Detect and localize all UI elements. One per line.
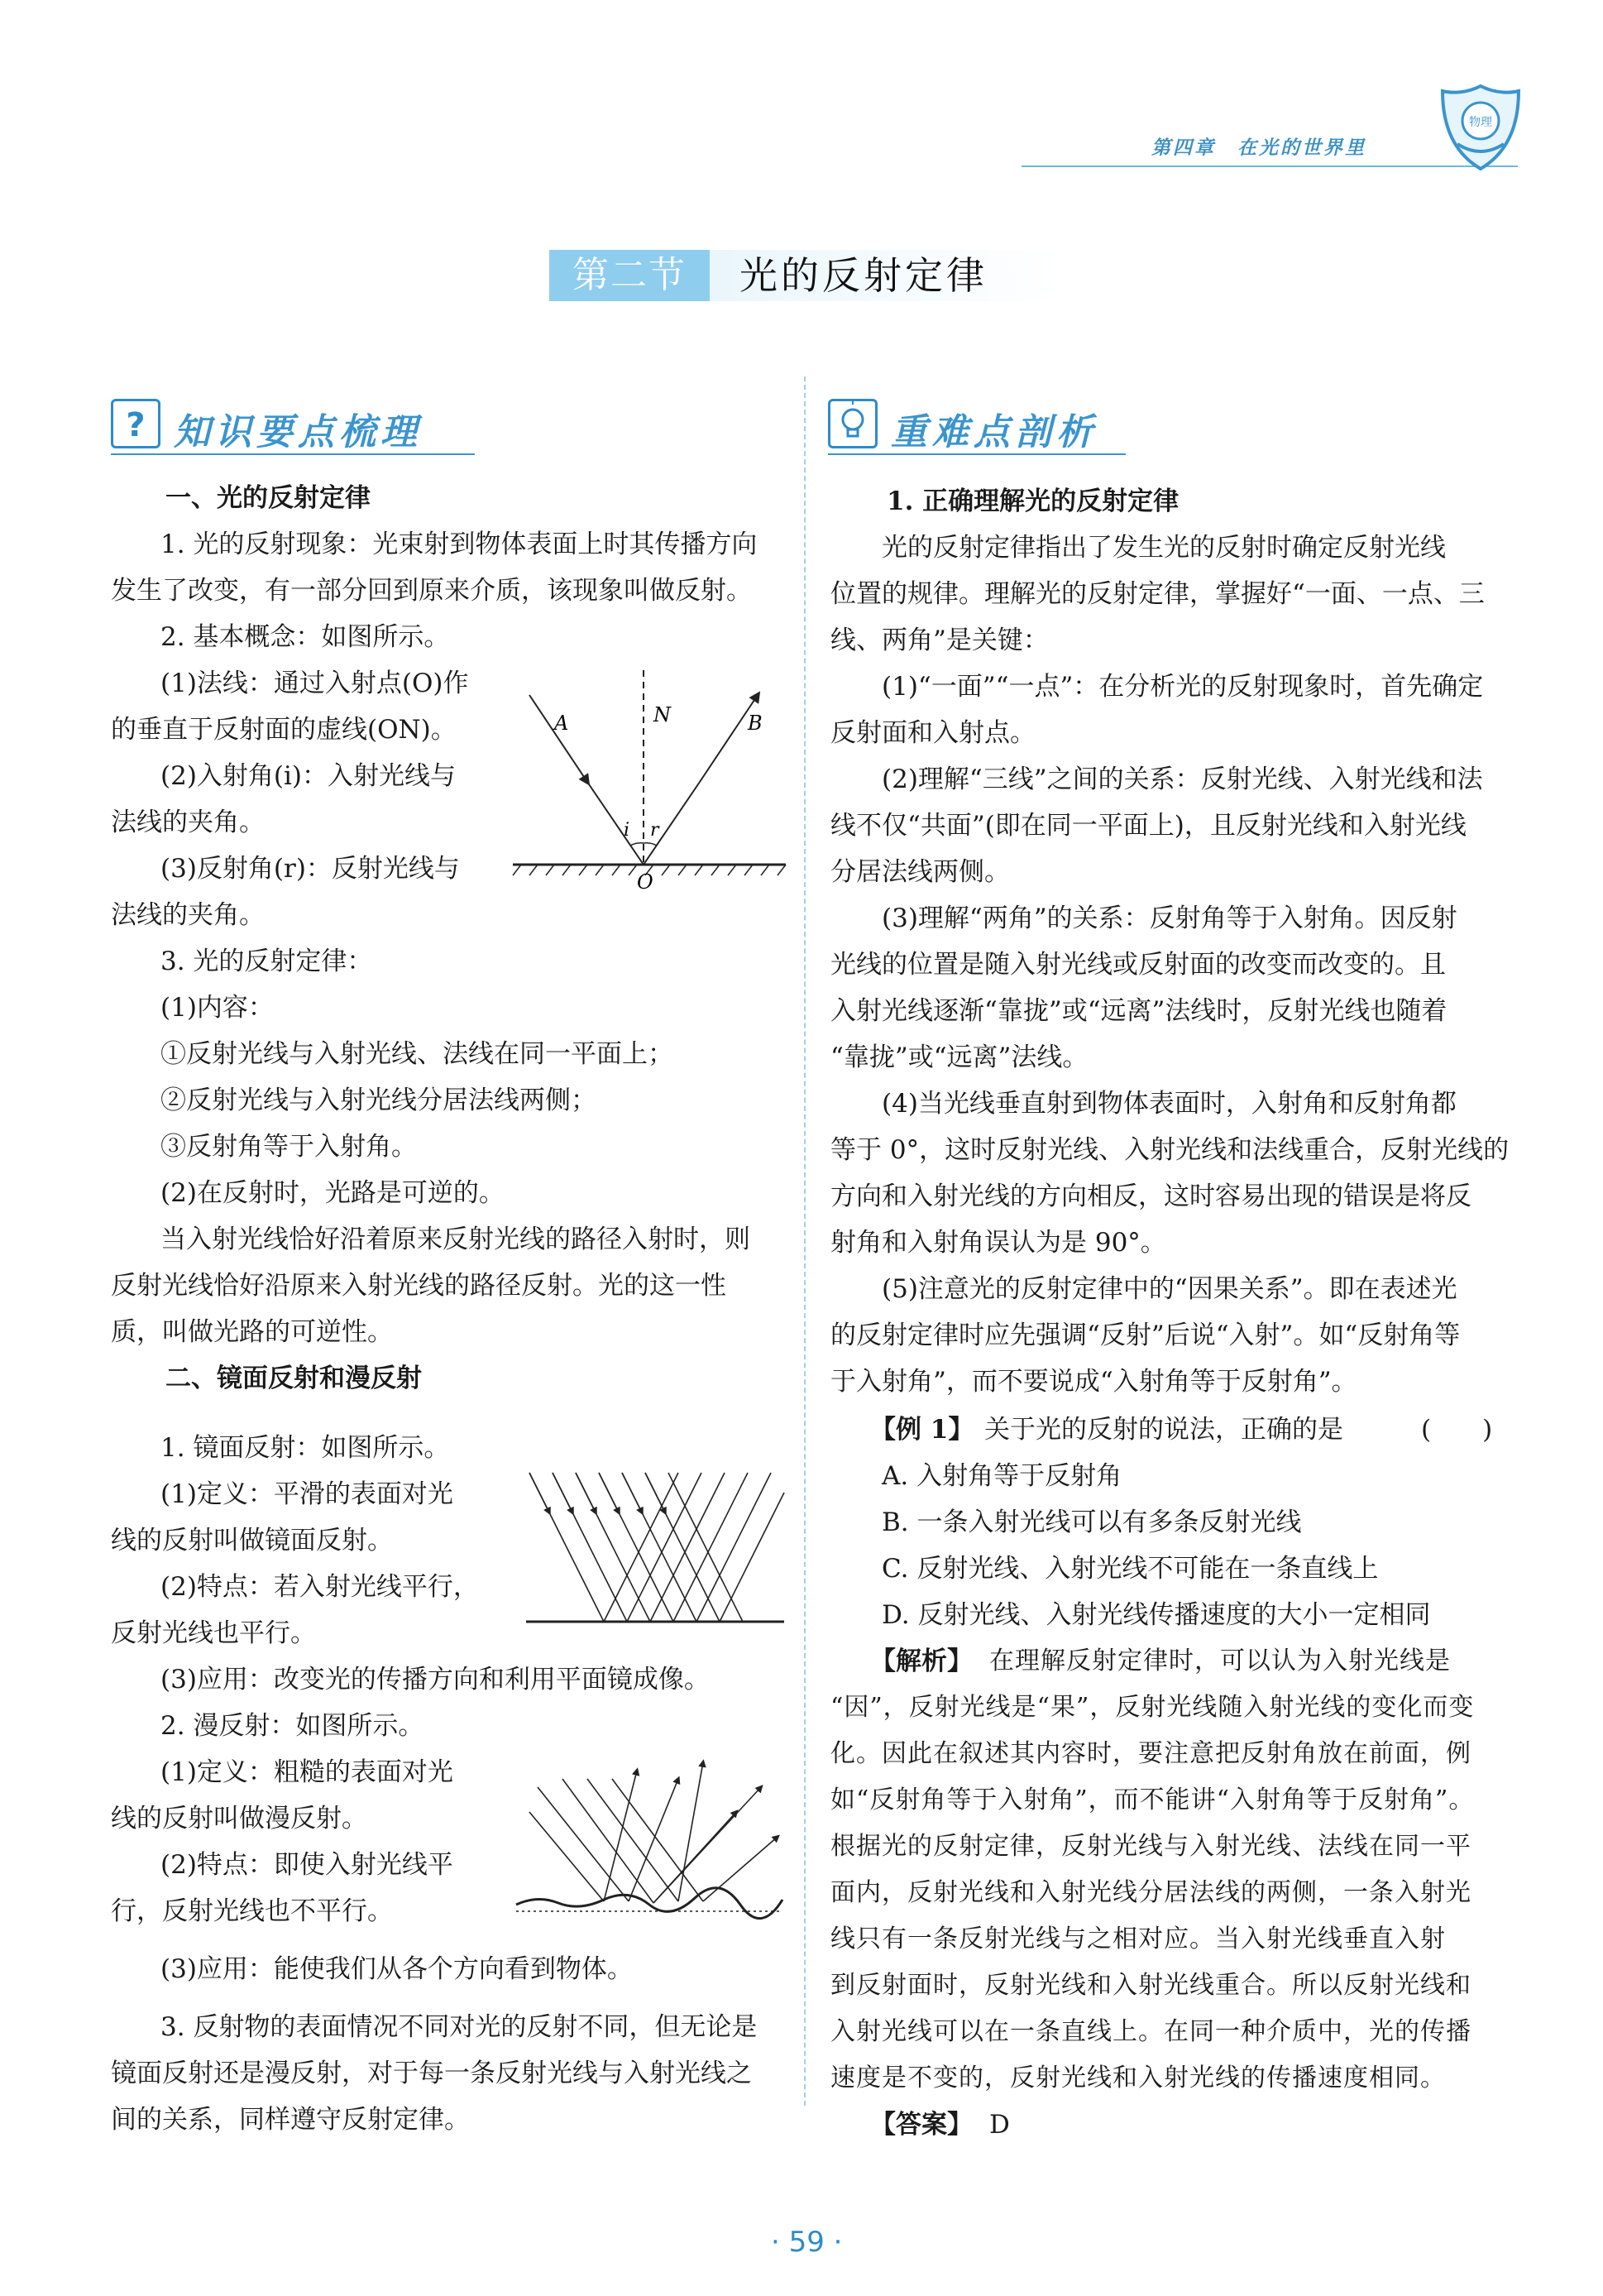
reflected-ray-arrow (700, 695, 758, 782)
reflection-law-diagram (505, 662, 786, 894)
example-question: 关于光的反射的说法，正确的是 (984, 1415, 1343, 1445)
left-line: 法线的夹角。 (111, 808, 265, 837)
analysis-line: 如“反射角等于入射角”，而不能讲“入射角等于反射角”。 (830, 1786, 1475, 1814)
question-icon (111, 399, 160, 448)
label-o: O (637, 870, 653, 894)
option-d: D. 反射光线、入射光线传播速度的大小一定相同 (882, 1600, 1431, 1630)
right-line: “靠拢”或“远离”法线。 (830, 1043, 1089, 1072)
left-line: 行，反射光线也不平行。 (111, 1896, 393, 1926)
left-heading-text: 知识要点梳理 (174, 411, 422, 453)
right-line: 光线的位置是随入射光线或反射面的改变而改变的。且 (830, 950, 1446, 980)
left-line: 二、镜面反射和漫反射 (165, 1364, 422, 1393)
label-b: B (748, 712, 763, 735)
left-line: 当入射光线恰好沿着原来反射光线的路径入射时，则 (160, 1225, 750, 1254)
chapter-header: 第四章 在光的世界里 (1151, 137, 1366, 159)
left-line: 间的关系，同样遵守反射定律。 (111, 2105, 470, 2135)
left-line: 质，叫做光路的可逆性。 (111, 1317, 393, 1347)
right-line: 线、两角”是关键： (830, 626, 1049, 655)
right-heading-text: 重难点剖析 (891, 411, 1098, 453)
answer-value: D (989, 2110, 1010, 2140)
analysis-line: 入射光线可以在一条直线上。在同一种介质中，光的传播 (830, 2017, 1471, 2046)
left-line: 的垂直于反射面的虚线(ON)。 (111, 715, 457, 745)
left-heading-rule (111, 453, 475, 455)
left-line: (1)法线：通过入射点(O)作 (160, 669, 469, 698)
incident-arrowheads (529, 1473, 665, 1512)
right-line: 光的反射定律指出了发生光的反射时确定反射光线 (882, 533, 1446, 563)
shield-logo-icon (1439, 83, 1522, 172)
answer-bracket: ( ) (1421, 1415, 1493, 1445)
right-line: (2)理解“三线”之间的关系：反射光线、入射光线和法 (882, 765, 1483, 794)
left-line: 1. 光的反射现象：光束射到物体表面上时其传播方向 (160, 530, 758, 559)
specular-reflection-diagram (521, 1464, 786, 1630)
left-line: 3. 反射物的表面情况不同对光的反射不同，但无论是 (160, 2012, 758, 2042)
rough-surface (516, 1888, 782, 1919)
right-line: 射角和入射角误认为是 90°。 (830, 1228, 1166, 1258)
analysis-line: 到反射面时，反射光线和入射光线重合。所以反射光线和 (830, 1971, 1471, 2000)
left-line: (3)应用：改变光的传播方向和利用平面镜成像。 (160, 1665, 710, 1694)
left-line: 反射光线恰好沿原来入射光线的路径反射。光的这一性 (111, 1271, 726, 1301)
right-line: 分居法线两侧。 (830, 857, 1010, 887)
left-line: 一、光的反射定律 (165, 483, 371, 513)
left-line: 线的反射叫做漫反射。 (111, 1804, 367, 1833)
option-b: B. 一条入射光线可以有多条反射光线 (882, 1507, 1302, 1537)
right-line: (1)“一面”“一点”：在分析光的反射现象时，首先确定 (882, 672, 1484, 702)
left-line: (3)应用：能使我们从各个方向看到物体。 (160, 1954, 633, 1984)
logo-text: 物理 (1469, 116, 1492, 129)
analysis-line: 化。因此在叙述其内容时，要注意把反射角放在前面，例 (830, 1739, 1471, 1768)
left-line: ②反射光线与入射光线分居法线两侧； (160, 1086, 596, 1115)
right-line: 反射面和入射点。 (830, 718, 1036, 748)
incident-ray (587, 782, 644, 865)
right-heading-rule (828, 453, 1126, 455)
left-line: (2)特点：若入射光线平行， (160, 1572, 479, 1602)
left-line: 2. 基本概念：如图所示。 (160, 622, 450, 652)
page-number: · 59 · (771, 2226, 843, 2259)
option-a: A. 入射角等于反射角 (882, 1461, 1122, 1491)
analysis-line: 在理解反射定律时，可以认为入射光线是 (989, 1647, 1451, 1675)
right-line: 线不仅“共面”(即在同一平面上)，且反射光线和入射光线 (830, 811, 1467, 841)
left-line: (3)反射角(r)：反射光线与 (160, 854, 460, 884)
label-r: r (650, 820, 659, 841)
section-number: 第二节 (549, 250, 710, 301)
scattered-reflected-rays (604, 1762, 778, 1903)
example-label: 【例 1】 (870, 1415, 974, 1445)
right-line: 方向和入射光线的方向相反，这时容易出现的错误是将反 (830, 1182, 1471, 1211)
diffuse-reflection-diagram (513, 1762, 786, 1920)
analysis-line: 根据光的反射定律，反射光线与入射光线、法线在同一平 (830, 1832, 1471, 1861)
left-column-heading (111, 399, 475, 457)
label-a: A (554, 712, 569, 735)
right-line: (5)注意光的反射定律中的“因果关系”。即在表述光 (882, 1274, 1457, 1304)
left-line: 线的反射叫做镜面反射。 (111, 1526, 393, 1555)
label-n: N (653, 703, 671, 726)
option-c: C. 反射光线、入射光线不可能在一条直线上 (882, 1554, 1379, 1584)
left-line: 1. 镜面反射：如图所示。 (160, 1433, 450, 1463)
column-divider (804, 376, 806, 2106)
left-line: (2)在反射时，光路是可逆的。 (160, 1178, 505, 1208)
left-line: 3. 光的反射定律： (160, 947, 373, 976)
left-line: (1)定义：平滑的表面对光 (160, 1479, 453, 1509)
left-line: 反射光线也平行。 (111, 1618, 316, 1648)
analysis-line: 面内，反射光线和入射光线分居法线的两侧，一条入射光 (830, 1878, 1471, 1907)
left-line: 法线的夹角。 (111, 900, 265, 930)
left-line: ③反射角等于入射角。 (160, 1132, 417, 1162)
analysis-line: 线只有一条反射光线与之相对应。当入射光线垂直入射 (830, 1925, 1446, 1953)
analysis-label: 【解析】 (870, 1647, 973, 1676)
incident-rays (529, 1779, 703, 1903)
right-line: (3)理解“两角”的关系：反射角等于入射角。因反射 (882, 904, 1457, 933)
lightbulb-icon (828, 399, 878, 448)
left-line: 发生了改变，有一部分回到原来介质，该现象叫做反射。 (111, 576, 752, 606)
right-line: 的反射定律时应先强调“反射”后说“入射”。如“反射角等 (830, 1321, 1461, 1350)
left-line: ①反射光线与入射光线、法线在同一平面上； (160, 1039, 673, 1069)
label-i: i (624, 820, 630, 841)
right-line: 入射光线逐渐“靠拢”或“远离”法线时，反射光线也随着 (830, 996, 1447, 1026)
section-title (549, 250, 1062, 301)
right-line: 1. 正确理解光的反射定律 (887, 487, 1180, 516)
right-line: (4)当光线垂直射到物体表面时，入射角和反射角都 (882, 1089, 1457, 1119)
analysis-line: “因”，反射光线是“果”，反射光线随入射光线的变化而变 (830, 1693, 1475, 1722)
left-line: 镜面反射还是漫反射，对于每一条反射光线与入射光线之 (111, 2059, 752, 2088)
right-line: 于入射角”，而不要说成“入射角等于反射角”。 (830, 1367, 1357, 1397)
left-line: (1)内容： (160, 993, 274, 1023)
answer-label: 【答案】 (870, 2110, 973, 2140)
incident-ray-arrow (529, 695, 587, 782)
left-line: (1)定义：粗糙的表面对光 (160, 1757, 453, 1787)
parallel-reflected-rays (604, 1473, 784, 1622)
section-name: 光的反射定律 (710, 250, 1062, 301)
analysis-line: 速度是不变的，反射光线和入射光线的传播速度相同。 (830, 2064, 1446, 2092)
left-line: 2. 漫反射：如图所示。 (160, 1711, 424, 1741)
right-line: 等于 0°，这时反射光线、入射光线和法线重合，反射光线的 (830, 1135, 1510, 1165)
svg-text:?: ? (126, 406, 146, 444)
right-line: 位置的规律。理解光的反射定律，掌握好“一面、一点、三 (830, 579, 1485, 609)
right-column-heading (828, 399, 1159, 457)
left-line: (2)入射角(i)：入射光线与 (160, 761, 457, 791)
left-line: (2)特点：即使入射光线平 (160, 1850, 453, 1880)
